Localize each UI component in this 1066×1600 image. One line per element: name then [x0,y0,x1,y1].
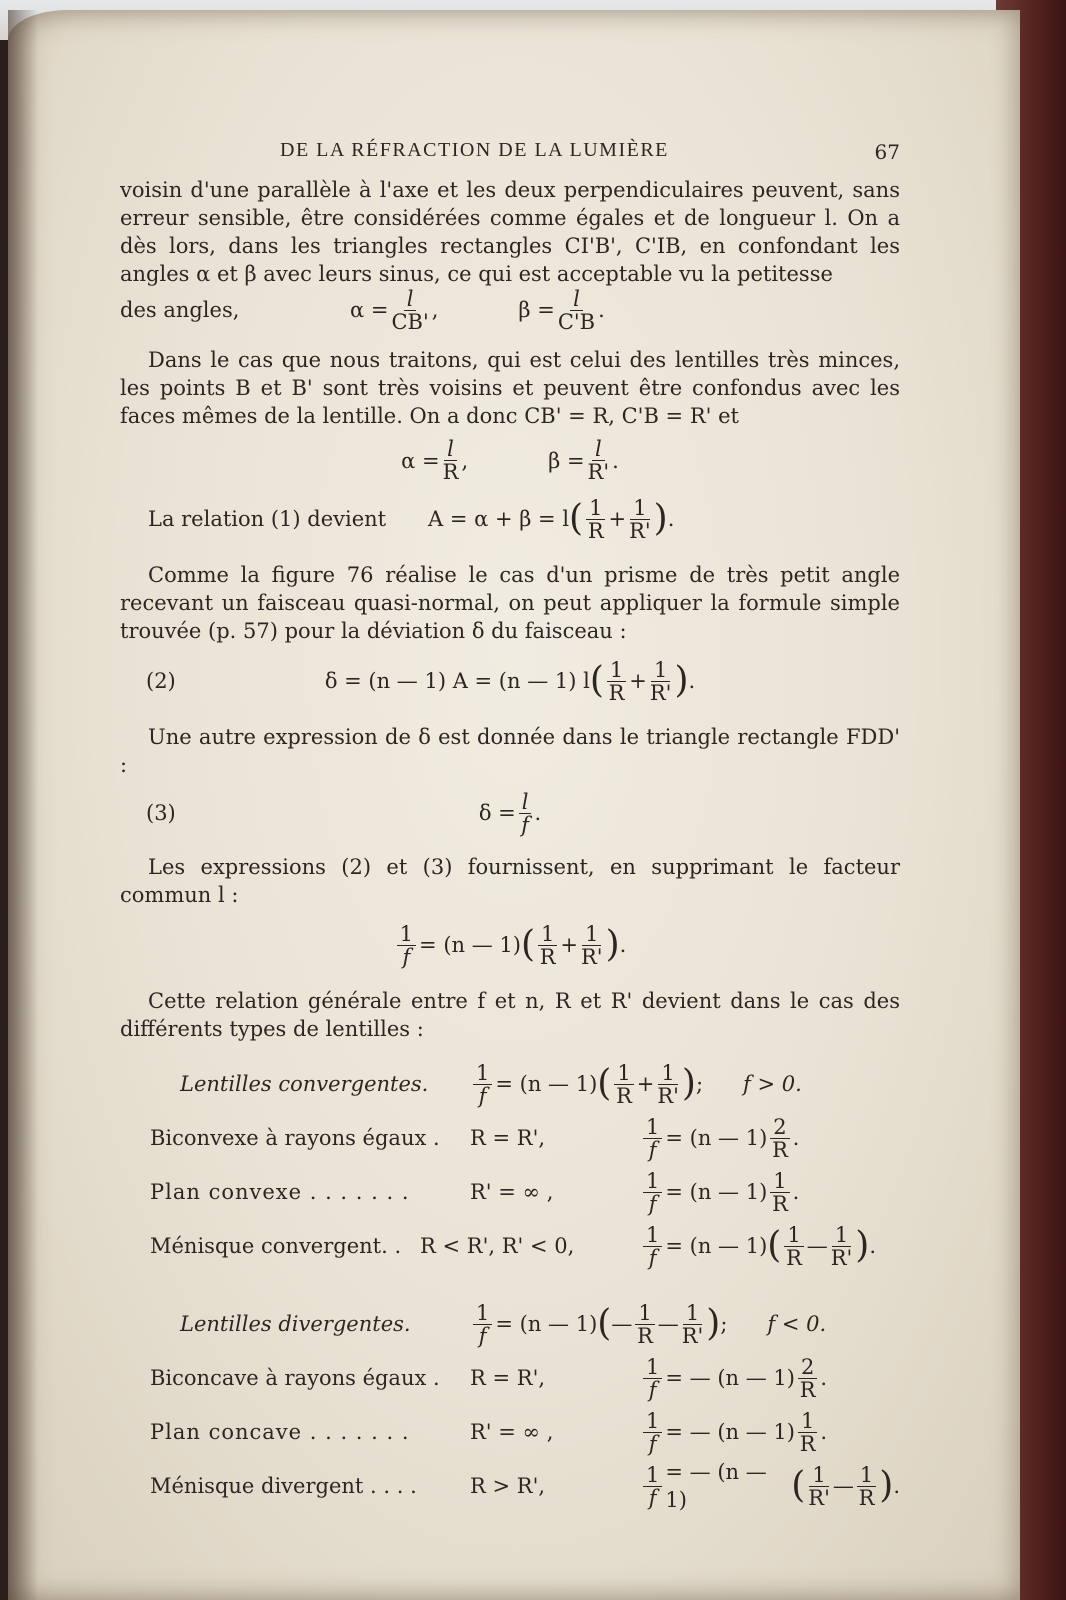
denominator: R' [649,680,672,705]
table-row [120,1405,900,1459]
lens-name: Plan concave . . . . . . . [150,1420,410,1444]
plus-sign: + [629,669,647,693]
open-paren: ( [569,498,584,539]
equation-label: (2) [146,669,176,693]
fraction [607,659,626,704]
numerator: l [444,438,457,461]
fraction [588,438,610,483]
separator: , [461,448,469,473]
lens-name: Ménisque divergent . . . . [150,1474,417,1498]
numerator: 1 [538,923,557,946]
lens-condition: R' = ∞ , [470,1180,554,1204]
denominator: R' [580,944,603,969]
fraction [586,497,605,542]
formula-rhs: = (n — 1) [665,1234,768,1258]
numerator: l [519,791,532,814]
numerator: 1 [630,497,649,520]
paragraph-2: Dans le cas que nous traitons, qui est celui des lentilles très minces, les points B et B' sont très voisins et peuvent être confondus avec les faces mêmes de la lentille. On a donc CB' = R, C'B = R' et [120,348,900,428]
numerator: 2 [798,1356,817,1379]
open-paren: ( [589,660,604,701]
lens-condition: R < R', R' < 0, [420,1234,575,1258]
running-title: DE LA RÉFRACTION DE LA LUMIÈRE [280,139,669,161]
table-row [120,1459,900,1513]
numerator: 1 [397,923,416,946]
paragraph-1-end: des angles, [120,298,240,322]
page-content [120,128,900,1513]
paragraph-6: Les expressions (2) et (3) fournissent, en supprimant le facteur commun l : [120,855,900,907]
denominator: f [402,944,411,969]
divergent-lenses-table [120,1297,900,1513]
numerator: 1 [607,659,626,682]
numerator: l [404,288,417,311]
lens-name: Ménisque convergent. . [150,1234,402,1258]
equation-general: $\frac{1}{f}$ = (n — 1) ( $\frac{1}{R}$ + $\frac{1}{R'}$ ) . [120,917,900,973]
period: . [612,448,619,473]
fraction [443,438,459,483]
beta-lhs: β = [518,298,555,322]
equation-alpha-beta-cb [120,288,900,332]
spine-shadow [8,10,38,1600]
table-row [120,1351,900,1405]
denominator: R [799,1377,816,1402]
relation-text: La relation (1) devient [148,507,387,531]
fraction [629,497,651,542]
fraction [397,923,416,968]
equation-label: (3) [146,801,176,825]
open-paren: ( [520,924,535,965]
running-head [120,128,900,168]
numerator: 1 [798,1410,817,1433]
lens-condition: R' = ∞ , [470,1420,554,1444]
table-row [120,1111,900,1165]
denominator: R [442,460,459,484]
numerator: l [592,438,605,461]
lens-formula: $\frac{1}{f}$ = (n — 1) ( $\frac{1}{R}$ — $\frac{1}{R'}$ ) . [640,1224,900,1269]
paragraph-5: Une autre expression de δ est donnée dans le triangle rectangle FDD' : [120,725,900,777]
denominator: R [772,1191,788,1216]
denominator: CB' [391,309,429,334]
fraction [519,791,532,836]
denominator: C'B [557,309,596,334]
equation-2: (2) δ = (n — 1) A = (n — 1) l ( $\frac{1}{R}$ + $\frac{1}{R'}$ ) . [146,657,696,705]
divergent-header-row [120,1297,900,1351]
lens-formula: $\frac{1}{f}$ = — (n — 1) $\frac{1}{R}$ . [640,1410,900,1455]
divergent-title: Lentilles divergentes. [180,1312,411,1336]
close-paren: ) [653,498,668,539]
fraction [650,659,672,704]
formula-rhs: = — (n — 1) [665,1366,795,1390]
numerator: 1 [582,923,601,946]
paragraph-7: Cette relation générale entre f et n, R et R' devient dans le cas des différents types de lentilles : [120,989,900,1041]
numerator: 1 [586,497,605,520]
convergent-lenses-table [120,1057,900,1273]
convergent-header-row [120,1057,900,1111]
alpha-lhs: α = [350,298,389,322]
convergent-title: Lentilles convergentes. [180,1072,429,1096]
numerator: l [570,288,583,311]
fraction [391,288,428,333]
divergent-formula: $\frac{1}{f}$ = (n — 1) ( — $\frac{1}{R}$ — $\frac{1}{R'}$ ) ; f < 0. [470,1302,900,1347]
book-page [8,10,1020,1600]
close-paren: ) [674,660,689,701]
numerator: 2 [770,1116,789,1139]
paragraph-4: Comme la figure 76 réalise le cas d'un prisme de très petit angle recevant un faisceau quasi-normal, on peut appliquer la formule simple trouvée (p. 57) pour la déviation δ du faisceau : [120,563,900,643]
relation-lhs: A = α + β = l [428,507,570,531]
denominator: R [799,1431,816,1456]
equation-3-lhs: δ = [478,801,516,825]
denominator: R [587,518,604,543]
formula-rhs: = (n — 1) [665,1126,768,1150]
fraction [538,923,557,968]
lens-formula: $\frac{1}{f}$ = — (n — 1) ( $\frac{1}{R'}$ — $\frac{1}{R}$ ) . [640,1458,900,1514]
table-row [120,1165,900,1219]
lens-name: Biconvexe à rayons égaux . [150,1126,440,1150]
denominator: R [539,944,556,969]
lens-formula: $\frac{1}{f}$ = (n — 1) $\frac{1}{R}$ . [640,1170,900,1215]
formula-rhs: = — (n — 1) [665,1460,767,1512]
denominator: R [608,680,625,705]
formula-rhs: = (n — 1) [495,1312,598,1336]
paragraph-1: voisin d'une parallèle à l'axe et les deux perpendiculaires peuvent, sans erreur sensible, être considérées comme égales et de longueur l. On a dès lors, dans les triangles rectangles CI'B', C'IB, en confondant les angles α et β avec leurs sinus, ce qui est acceptable vu la petitesse [120,178,900,286]
lens-condition: R = R', [470,1366,546,1390]
fraction [581,923,603,968]
page-number: 67 [874,140,900,164]
fraction [558,288,595,333]
denominator: R' [587,460,610,484]
numerator: 1 [651,659,670,682]
lens-formula: $\frac{1}{f}$ = (n — 1) $\frac{2}{R}$ . [640,1116,900,1161]
period: . [598,298,605,322]
numerator: 1 [770,1170,789,1193]
equation-2-lhs: δ = (n — 1) A = (n — 1) l [324,669,590,693]
separator: , [431,298,439,322]
table-row [120,1219,900,1273]
formula-rhs: = (n — 1) [495,1072,598,1096]
plus-sign: + [560,933,578,957]
convergent-condition: f > 0. [743,1072,802,1096]
close-paren: ) [605,924,620,965]
alpha-lhs: α = [401,448,440,473]
divergent-condition: f < 0. [767,1312,827,1336]
formula-rhs: = (n — 1) [665,1180,768,1204]
denominator: R' [629,518,651,543]
lens-name: Biconcave à rayons égaux . [150,1366,440,1390]
beta-lhs: β = [548,448,585,473]
plus-sign: + [608,507,627,531]
equation-relation-1: La relation (1) devient A = α + β = l ( $\frac{1}{R}$ + $\frac{1}{R'}$ ) . [148,495,675,543]
lens-name: Plan convexe . . . . . . . [150,1180,410,1204]
lens-condition: R > R', [470,1474,546,1498]
equation-3: (3) δ = $\frac{l}{f}$ . [146,789,542,837]
lens-formula: $\frac{1}{f}$ = — (n — 1) $\frac{2}{R}$ . [640,1356,900,1401]
equation-middle: = (n — 1) [419,933,521,957]
convergent-formula: $\frac{1}{f}$ = (n — 1) ( $\frac{1}{R}$ + $\frac{1}{R'}$ ) ; f > 0. [470,1062,900,1107]
formula-rhs: = — (n — 1) [665,1420,795,1444]
denominator: f [521,812,529,837]
denominator: R [772,1137,788,1162]
equation-alpha-beta-r [120,438,900,483]
lens-condition: R = R', [470,1126,546,1150]
